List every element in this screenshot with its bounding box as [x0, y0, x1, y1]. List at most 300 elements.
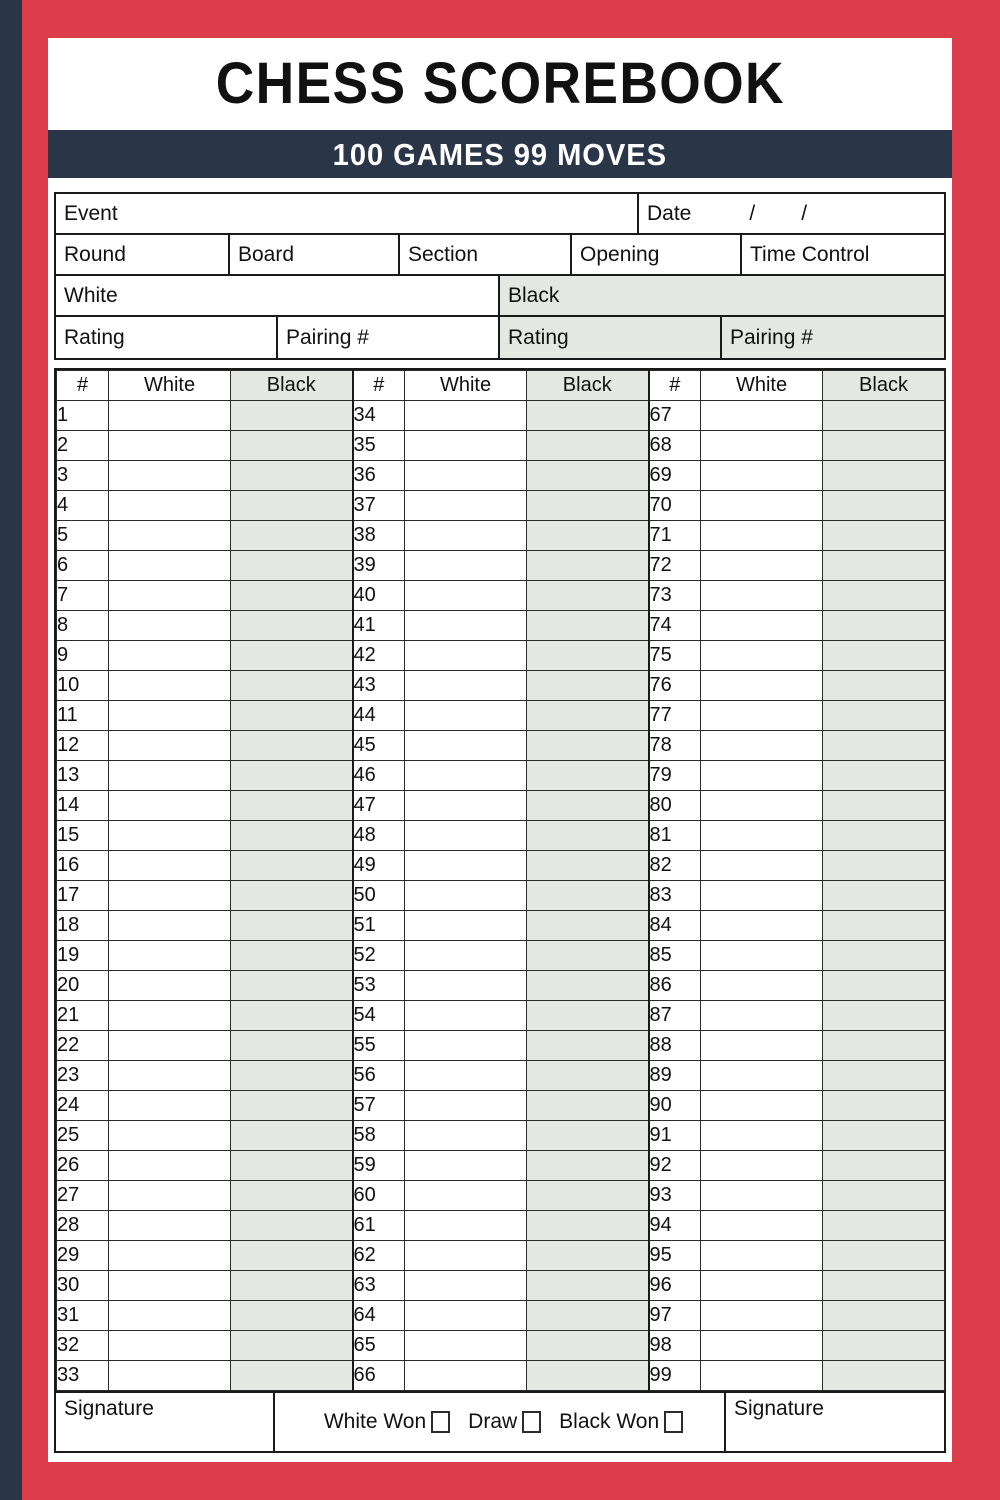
moves-header-num-1: #: [57, 371, 109, 401]
white-move-cell[interactable]: [701, 1361, 823, 1391]
white-move-cell[interactable]: [405, 521, 527, 551]
white-move-cell[interactable]: [405, 1061, 527, 1091]
black-move-cell[interactable]: [527, 611, 649, 641]
black-move-cell[interactable]: [527, 1061, 649, 1091]
table-row: [57, 611, 945, 641]
white-move-cell[interactable]: [109, 761, 231, 791]
black-move-cell[interactable]: [231, 761, 353, 791]
black-move-cell[interactable]: [527, 821, 649, 851]
moves-header-black-1: Black: [231, 371, 353, 401]
black-move-cell[interactable]: [231, 821, 353, 851]
black-move-cell[interactable]: [527, 941, 649, 971]
white-move-cell[interactable]: [701, 1061, 823, 1091]
move-number-cell: 4: [57, 491, 109, 521]
white-move-cell[interactable]: [405, 491, 527, 521]
black-move-cell[interactable]: [527, 1241, 649, 1271]
move-number-cell: 20: [57, 971, 109, 1001]
move-number-cell: 73: [649, 581, 701, 611]
moves-header-black-2: Black: [527, 371, 649, 401]
black-move-cell[interactable]: [527, 671, 649, 701]
white-move-cell[interactable]: [109, 1361, 231, 1391]
move-number-cell: 25: [57, 1121, 109, 1151]
move-number-cell: 45: [353, 731, 405, 761]
black-move-cell[interactable]: [823, 611, 945, 641]
move-number-cell: 48: [353, 821, 405, 851]
cover-page: [48, 38, 952, 1462]
result-option[interactable]: [468, 1410, 541, 1434]
white-move-cell[interactable]: [405, 791, 527, 821]
move-number-cell: 49: [353, 851, 405, 881]
move-number-cell: 33: [57, 1361, 109, 1391]
move-number-cell: 5: [57, 521, 109, 551]
black-move-cell[interactable]: [823, 881, 945, 911]
signature-left-label: Signature: [64, 1397, 154, 1420]
black-move-cell[interactable]: [527, 851, 649, 881]
white-move-cell[interactable]: [701, 1091, 823, 1121]
game-info-form: [54, 192, 946, 360]
white-move-cell[interactable]: [109, 1301, 231, 1331]
move-number-cell: 7: [57, 581, 109, 611]
black-move-cell[interactable]: [527, 551, 649, 581]
black-move-cell[interactable]: [527, 1361, 649, 1391]
white-move-cell[interactable]: [109, 881, 231, 911]
white-move-cell[interactable]: [405, 1181, 527, 1211]
black-move-cell[interactable]: [231, 881, 353, 911]
black-move-cell[interactable]: [823, 1091, 945, 1121]
table-row: [57, 821, 945, 851]
move-number-cell: 1: [57, 401, 109, 431]
black-move-cell[interactable]: [823, 1271, 945, 1301]
white-rating-label: Rating: [64, 325, 125, 349]
white-move-cell[interactable]: [701, 731, 823, 761]
white-move-cell[interactable]: [701, 1241, 823, 1271]
white-move-cell[interactable]: [109, 911, 231, 941]
black-move-cell[interactable]: [823, 1301, 945, 1331]
black-move-cell[interactable]: [231, 851, 353, 881]
black-move-cell[interactable]: [823, 1121, 945, 1151]
black-move-cell[interactable]: [823, 641, 945, 671]
move-number-cell: 60: [353, 1181, 405, 1211]
table-row: [57, 1211, 945, 1241]
section-field[interactable]: [400, 235, 572, 274]
white-move-cell[interactable]: [405, 881, 527, 911]
move-number-cell: 58: [353, 1121, 405, 1151]
event-field[interactable]: [56, 194, 639, 233]
black-move-cell[interactable]: [231, 671, 353, 701]
move-number-cell: 44: [353, 701, 405, 731]
black-move-cell[interactable]: [527, 881, 649, 911]
black-player-label: Black: [508, 283, 560, 307]
black-move-cell[interactable]: [823, 1211, 945, 1241]
white-move-cell[interactable]: [109, 581, 231, 611]
white-move-cell[interactable]: [405, 971, 527, 1001]
move-number-cell: 31: [57, 1301, 109, 1331]
black-move-cell[interactable]: [231, 971, 353, 1001]
white-move-cell[interactable]: [405, 1331, 527, 1361]
move-number-cell: 87: [649, 1001, 701, 1031]
move-number-cell: 2: [57, 431, 109, 461]
white-move-cell[interactable]: [701, 581, 823, 611]
move-number-cell: 69: [649, 461, 701, 491]
black-move-cell[interactable]: [527, 581, 649, 611]
move-number-cell: 98: [649, 1331, 701, 1361]
moves-header-num-2: #: [353, 371, 405, 401]
white-move-cell[interactable]: [109, 791, 231, 821]
white-move-cell[interactable]: [701, 1121, 823, 1151]
white-move-cell[interactable]: [109, 1031, 231, 1061]
white-move-cell[interactable]: [405, 821, 527, 851]
move-number-cell: 95: [649, 1241, 701, 1271]
white-move-cell[interactable]: [109, 461, 231, 491]
white-rating-field[interactable]: [56, 317, 278, 358]
white-move-cell[interactable]: [701, 971, 823, 1001]
move-number-cell: 78: [649, 731, 701, 761]
black-move-cell[interactable]: [231, 401, 353, 431]
black-move-cell[interactable]: [823, 401, 945, 431]
white-move-cell[interactable]: [109, 641, 231, 671]
black-move-cell[interactable]: [231, 1181, 353, 1211]
page-subtitle: 100 GAMES 99 MOVES: [332, 136, 668, 172]
black-move-cell[interactable]: [231, 1151, 353, 1181]
table-row: [57, 881, 945, 911]
black-move-cell[interactable]: [231, 521, 353, 551]
black-move-cell[interactable]: [231, 1271, 353, 1301]
black-move-cell[interactable]: [823, 491, 945, 521]
black-move-cell[interactable]: [527, 1271, 649, 1301]
black-move-cell[interactable]: [527, 1151, 649, 1181]
move-number-cell: 79: [649, 761, 701, 791]
white-move-cell[interactable]: [109, 431, 231, 461]
form-row-ratings: [56, 317, 944, 358]
table-row: [57, 1331, 945, 1361]
move-number-cell: 97: [649, 1301, 701, 1331]
white-move-cell[interactable]: [405, 671, 527, 701]
white-move-cell[interactable]: [109, 1151, 231, 1181]
black-move-cell[interactable]: [823, 551, 945, 581]
black-move-cell[interactable]: [527, 461, 649, 491]
white-move-cell[interactable]: [701, 1181, 823, 1211]
time-control-field[interactable]: [742, 235, 944, 274]
black-move-cell[interactable]: [527, 911, 649, 941]
black-move-cell[interactable]: [527, 1211, 649, 1241]
black-move-cell[interactable]: [527, 731, 649, 761]
black-move-cell[interactable]: [823, 1151, 945, 1181]
black-move-cell[interactable]: [823, 761, 945, 791]
white-move-cell[interactable]: [109, 1181, 231, 1211]
move-number-cell: 94: [649, 1211, 701, 1241]
white-move-cell[interactable]: [405, 1361, 527, 1391]
white-move-cell[interactable]: [701, 821, 823, 851]
table-row: [57, 971, 945, 1001]
black-move-cell[interactable]: [823, 1331, 945, 1361]
black-move-cell[interactable]: [823, 701, 945, 731]
form-row-round: [56, 235, 944, 276]
black-move-cell[interactable]: [231, 1061, 353, 1091]
white-move-cell[interactable]: [405, 731, 527, 761]
white-move-cell[interactable]: [701, 701, 823, 731]
black-move-cell[interactable]: [231, 641, 353, 671]
white-move-cell[interactable]: [405, 1301, 527, 1331]
opening-label: Opening: [580, 242, 660, 266]
white-move-cell[interactable]: [701, 1031, 823, 1061]
white-pairing-field[interactable]: [278, 317, 500, 358]
black-move-cell[interactable]: [527, 1031, 649, 1061]
moves-grid: [56, 370, 945, 1391]
white-move-cell[interactable]: [701, 941, 823, 971]
black-move-cell[interactable]: [527, 1181, 649, 1211]
white-move-cell[interactable]: [405, 1241, 527, 1271]
white-move-cell[interactable]: [701, 881, 823, 911]
white-move-cell[interactable]: [701, 1331, 823, 1361]
table-row: [57, 401, 945, 431]
black-move-cell[interactable]: [231, 1301, 353, 1331]
white-move-cell[interactable]: [701, 521, 823, 551]
white-move-cell[interactable]: [405, 1121, 527, 1151]
black-move-cell[interactable]: [231, 1331, 353, 1361]
black-move-cell[interactable]: [231, 461, 353, 491]
white-move-cell[interactable]: [405, 701, 527, 731]
black-move-cell[interactable]: [231, 1241, 353, 1271]
moves-table-body: [57, 401, 945, 1391]
black-move-cell[interactable]: [823, 731, 945, 761]
white-move-cell[interactable]: [109, 1271, 231, 1301]
black-move-cell[interactable]: [823, 1241, 945, 1271]
move-number-cell: 18: [57, 911, 109, 941]
moves-table: [54, 368, 946, 1393]
move-number-cell: 71: [649, 521, 701, 551]
black-move-cell[interactable]: [231, 551, 353, 581]
black-move-cell[interactable]: [527, 431, 649, 461]
black-rating-field[interactable]: [500, 317, 722, 358]
white-move-cell[interactable]: [109, 401, 231, 431]
white-move-cell[interactable]: [405, 401, 527, 431]
move-number-cell: 24: [57, 1091, 109, 1121]
black-move-cell[interactable]: [823, 671, 945, 701]
black-move-cell[interactable]: [527, 971, 649, 1001]
white-move-cell[interactable]: [109, 1211, 231, 1241]
black-move-cell[interactable]: [823, 941, 945, 971]
table-row: [57, 851, 945, 881]
move-number-cell: 27: [57, 1181, 109, 1211]
move-number-cell: 8: [57, 611, 109, 641]
white-move-cell[interactable]: [405, 1211, 527, 1241]
round-field[interactable]: [56, 235, 230, 274]
moves-header-num-3: #: [649, 371, 701, 401]
date-separators: //: [749, 201, 854, 225]
white-move-cell[interactable]: [701, 641, 823, 671]
date-field[interactable]: [639, 194, 944, 233]
result-option[interactable]: [324, 1410, 450, 1434]
table-row: [57, 641, 945, 671]
white-move-cell[interactable]: [109, 1061, 231, 1091]
white-move-cell[interactable]: [405, 911, 527, 941]
white-move-cell[interactable]: [405, 1091, 527, 1121]
move-number-cell: 66: [353, 1361, 405, 1391]
white-move-cell[interactable]: [405, 941, 527, 971]
white-move-cell[interactable]: [701, 1301, 823, 1331]
black-move-cell[interactable]: [823, 791, 945, 821]
black-move-cell[interactable]: [231, 581, 353, 611]
black-move-cell[interactable]: [231, 791, 353, 821]
result-option-label: White Won: [323, 1410, 427, 1433]
move-number-cell: 99: [649, 1361, 701, 1391]
black-move-cell[interactable]: [823, 851, 945, 881]
move-number-cell: 46: [353, 761, 405, 791]
white-move-cell[interactable]: [701, 401, 823, 431]
black-pairing-field[interactable]: [722, 317, 944, 358]
result-selector: [275, 1393, 726, 1451]
white-move-cell[interactable]: [701, 1271, 823, 1301]
table-row: [57, 1241, 945, 1271]
black-move-cell[interactable]: [527, 761, 649, 791]
white-move-cell[interactable]: [109, 731, 231, 761]
white-move-cell[interactable]: [109, 551, 231, 581]
white-move-cell[interactable]: [701, 791, 823, 821]
black-move-cell[interactable]: [231, 491, 353, 521]
table-row: [57, 731, 945, 761]
white-move-cell[interactable]: [701, 911, 823, 941]
black-move-cell[interactable]: [823, 1031, 945, 1061]
white-move-cell[interactable]: [109, 1241, 231, 1271]
black-move-cell[interactable]: [823, 431, 945, 461]
black-move-cell[interactable]: [823, 1361, 945, 1391]
black-move-cell[interactable]: [231, 701, 353, 731]
black-move-cell[interactable]: [231, 1031, 353, 1061]
black-move-cell[interactable]: [527, 521, 649, 551]
move-number-cell: 17: [57, 881, 109, 911]
result-checkbox[interactable]: [664, 1411, 683, 1433]
black-move-cell[interactable]: [823, 1001, 945, 1031]
table-row: [57, 1301, 945, 1331]
white-move-cell[interactable]: [405, 1031, 527, 1061]
white-move-cell[interactable]: [109, 821, 231, 851]
move-number-cell: 74: [649, 611, 701, 641]
white-move-cell[interactable]: [701, 761, 823, 791]
white-move-cell[interactable]: [109, 971, 231, 1001]
white-move-cell[interactable]: [109, 491, 231, 521]
black-move-cell[interactable]: [823, 971, 945, 1001]
move-number-cell: 19: [57, 941, 109, 971]
white-move-cell[interactable]: [701, 851, 823, 881]
black-move-cell[interactable]: [231, 941, 353, 971]
white-move-cell[interactable]: [405, 641, 527, 671]
white-move-cell[interactable]: [405, 851, 527, 881]
black-move-cell[interactable]: [527, 1121, 649, 1151]
move-number-cell: 67: [649, 401, 701, 431]
white-move-cell[interactable]: [701, 1151, 823, 1181]
white-move-cell[interactable]: [405, 431, 527, 461]
result-option-label: Draw: [468, 1410, 518, 1433]
white-move-cell[interactable]: [701, 491, 823, 521]
black-move-cell[interactable]: [823, 461, 945, 491]
black-move-cell[interactable]: [823, 821, 945, 851]
white-move-cell[interactable]: [405, 551, 527, 581]
white-move-cell[interactable]: [109, 851, 231, 881]
white-player-field[interactable]: [56, 276, 500, 315]
white-move-cell[interactable]: [109, 701, 231, 731]
time-control-label: Time Control: [750, 242, 870, 266]
black-move-cell[interactable]: [823, 521, 945, 551]
black-move-cell[interactable]: [527, 1331, 649, 1361]
white-move-cell[interactable]: [701, 611, 823, 641]
black-move-cell[interactable]: [823, 911, 945, 941]
black-move-cell[interactable]: [231, 1211, 353, 1241]
black-player-field[interactable]: [500, 276, 944, 315]
table-row: [57, 1001, 945, 1031]
result-option[interactable]: [559, 1410, 683, 1434]
black-move-cell[interactable]: [823, 581, 945, 611]
white-move-cell[interactable]: [701, 671, 823, 701]
opening-field[interactable]: [572, 235, 742, 274]
black-move-cell[interactable]: [527, 791, 649, 821]
move-number-cell: 13: [57, 761, 109, 791]
white-move-cell[interactable]: [701, 431, 823, 461]
black-move-cell[interactable]: [231, 1001, 353, 1031]
board-field[interactable]: [230, 235, 400, 274]
black-move-cell[interactable]: [231, 1091, 353, 1121]
white-move-cell[interactable]: [701, 461, 823, 491]
white-move-cell[interactable]: [701, 1001, 823, 1031]
black-move-cell[interactable]: [527, 491, 649, 521]
move-number-cell: 6: [57, 551, 109, 581]
black-move-cell[interactable]: [231, 911, 353, 941]
white-move-cell[interactable]: [109, 1001, 231, 1031]
black-move-cell[interactable]: [231, 1361, 353, 1391]
black-move-cell[interactable]: [527, 641, 649, 671]
black-move-cell[interactable]: [527, 1091, 649, 1121]
result-checkbox[interactable]: [431, 1411, 450, 1433]
black-move-cell[interactable]: [231, 431, 353, 461]
black-move-cell[interactable]: [527, 401, 649, 431]
black-move-cell[interactable]: [527, 1001, 649, 1031]
white-move-cell[interactable]: [405, 761, 527, 791]
move-number-cell: 50: [353, 881, 405, 911]
black-move-cell[interactable]: [527, 1301, 649, 1331]
white-move-cell[interactable]: [109, 611, 231, 641]
black-move-cell[interactable]: [527, 701, 649, 731]
white-move-cell[interactable]: [405, 581, 527, 611]
white-move-cell[interactable]: [109, 941, 231, 971]
white-move-cell[interactable]: [109, 1091, 231, 1121]
white-move-cell[interactable]: [109, 671, 231, 701]
black-move-cell[interactable]: [231, 611, 353, 641]
signature-result-row: [54, 1393, 946, 1453]
move-number-cell: 41: [353, 611, 405, 641]
white-move-cell[interactable]: [405, 611, 527, 641]
table-row: [57, 1061, 945, 1091]
white-move-cell[interactable]: [701, 1211, 823, 1241]
white-move-cell[interactable]: [109, 521, 231, 551]
white-move-cell[interactable]: [109, 1331, 231, 1361]
black-move-cell[interactable]: [823, 1061, 945, 1091]
white-move-cell[interactable]: [405, 1001, 527, 1031]
black-move-cell[interactable]: [231, 1121, 353, 1151]
white-move-cell[interactable]: [405, 461, 527, 491]
signature-left-field[interactable]: [56, 1393, 275, 1451]
black-move-cell[interactable]: [823, 1181, 945, 1211]
table-row: [57, 1361, 945, 1391]
book-spine: [0, 0, 22, 1500]
white-move-cell[interactable]: [701, 551, 823, 581]
white-move-cell[interactable]: [405, 1271, 527, 1301]
white-move-cell[interactable]: [109, 1121, 231, 1151]
table-row: [57, 1031, 945, 1061]
move-number-cell: 51: [353, 911, 405, 941]
white-move-cell[interactable]: [405, 1151, 527, 1181]
black-move-cell[interactable]: [231, 731, 353, 761]
signature-right-field[interactable]: [726, 1393, 944, 1451]
result-checkbox[interactable]: [522, 1411, 541, 1433]
